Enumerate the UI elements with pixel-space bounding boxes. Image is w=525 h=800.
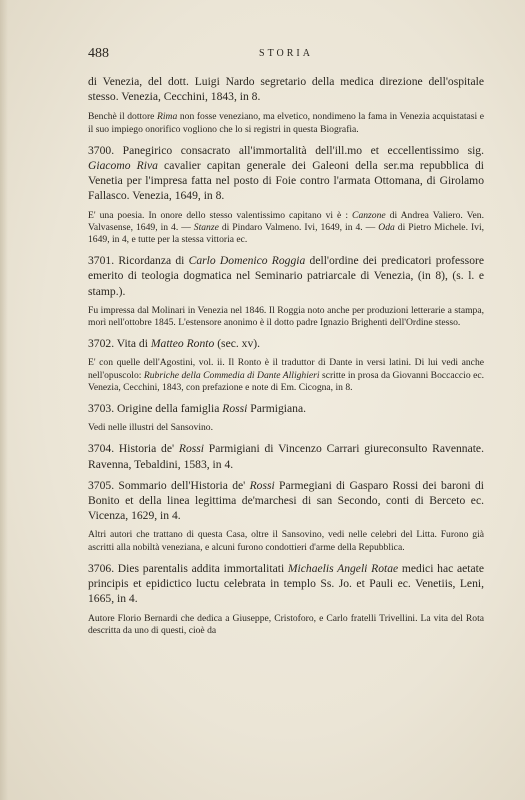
text-segment: (sec. xv).: [214, 337, 261, 351]
note-3702: [88, 357, 484, 394]
italic-title: Canzone: [352, 209, 386, 221]
note-3703: Vedi nelle illustri del Sansovino.: [88, 422, 213, 434]
text-segment: di Pindaro Valmeno. Ivi, 1649, in 4. —: [218, 221, 379, 233]
text-segment: scritte in prosa da Giovanni Boccaccio ec. Venezia, Cecchini, 1843, con prefazione e note di Em. Cicogna, in 8.: [88, 369, 484, 393]
text-segment: Parmegiani di Gasparo Rossi dei baroni di Bonito et della linea legittima de'marchesi di san Secondo, conti di Berceto ec. Vicenza, 1629, in 4.: [88, 478, 484, 523]
text-segment: 3702. Vita di: [88, 337, 151, 351]
running-title: STORIA: [259, 48, 313, 59]
text-segment: medici hac aetate principis et epidictico luctu celebrata in templo Ss. Jo. et Pauli ec. Venetiis, Leni, 1665, in 4.: [88, 561, 484, 606]
italic-name: Michaelis Angeli Rotae: [287, 561, 399, 575]
text-segment: di Pietro Michele. Ivi, 1649, in 4, e tutte per la stessa vittoria ec.: [88, 221, 485, 246]
text-segment: 3706. Dies parentalis addita immortalitati: [88, 561, 288, 575]
text-body: [88, 74, 484, 644]
note-3705: Altri autori che trattano di questa Casa, oltre il Sansovino, vedi nelle celebri del Litta. Furono già ascritti alla nobiltà veneziana, e alcuni furono condottieri d'arme della Repubblica.: [88, 529, 484, 553]
text-segment: 3701. Ricordanza di: [88, 254, 189, 268]
italic-name: Rossi: [178, 442, 204, 456]
text-segment: dell'ordine dei predicatori professore emerito di teologia dogmatica nel Seminario patriarcale di Venezia, (in 8), (s. l. e stamp.).: [88, 254, 485, 298]
text-segment: Parmigiani di Vincenzo Carrari giureconsulto Ravennate. Ravenna, Tebaldini, 1583, in 4.: [88, 442, 484, 471]
entry-3700: [88, 143, 484, 204]
entry-3701: [88, 253, 484, 299]
text-segment: E' una poesia. In onore dello stesso valentissimo capitano vi è :: [88, 209, 353, 221]
text-segment: 3704. Historia de': [88, 442, 179, 456]
italic-title: Oda: [378, 221, 395, 233]
entry-3706: [88, 561, 484, 607]
text-segment: di Andrea Valiero. Ven. Valvasense, 1649, in 4. —: [88, 209, 484, 233]
text-segment: non fosse veneziano, ma elvetico, nondimeno la fama in Venezia acquistatasi e il suo impiego onorifico vogliono che lo si registri in questa Biografia.: [88, 111, 485, 135]
entry-continuation: di Venezia, del dott. Luigi Nardo segretario della medica direzione dell'ospitale stesso. Venezia, Cecchini, 1843, in 8.: [88, 75, 484, 104]
note-3700: [88, 210, 484, 247]
page-edge-shadow: [0, 0, 8, 800]
note-3706: Autore Florio Bernardi che dedica a Giuseppe, Cristoforo, e Carlo fratelli Trivellini. La vita del Rota descritta da uno di questi, cioè da: [88, 612, 484, 636]
entry-3702: [88, 336, 484, 351]
text-segment: cavalier capitan generale dei Galeoni della ser.ma repubblica di Venetia per l'impresa fatta nel posto di Foie contro l'armata Ottomana, di Girolamo Fallasco. Venezia, 1649, in 8.: [88, 159, 484, 203]
note-3701: Fu impressa dal Molinari in Venezia nel 1846. Il Roggia noto anche per produzioni letterarie a stampa, morì nell'ottobre 1845. L'estensore anonimo è il dotto padre Ignazio Brighenti dell'Ordine stesso.: [88, 304, 484, 329]
entry-3705: [88, 478, 484, 524]
text-segment: 3705. Sommario dell'Historia de': [88, 478, 250, 492]
page-number: 488: [88, 46, 109, 61]
text-segment: 3703. Origine della famiglia: [88, 402, 223, 416]
running-head: [88, 46, 484, 64]
italic-name: Rossi: [222, 402, 248, 416]
note-rima: [88, 111, 484, 135]
italic-title: Stanze: [193, 221, 219, 233]
italic-name: Carlo Domenico Roggia: [188, 254, 306, 268]
italic-name: Matteo Ronto: [150, 337, 215, 351]
entry-3704: [88, 441, 484, 471]
italic-name: Rima: [157, 111, 178, 123]
text-segment: 3700. Panegirico consacrato all'immortalità dell'ill.mo et eccellentissimo sig.: [88, 143, 484, 157]
text-segment: Benchè il dottore: [88, 111, 158, 123]
text-segment: E' con quelle dell'Agostini, vol. ii. Il Ronto è il traduttor di Dante in versi latini. Di lui vedi anche nell'opuscolo:: [88, 357, 484, 381]
italic-name: Rossi: [249, 478, 275, 492]
entry-3703: [88, 401, 484, 416]
text-segment: Parmigiana.: [247, 402, 306, 416]
italic-name: Giacomo Riva: [88, 159, 158, 173]
italic-title: Rubriche della Commedia di Dante Allighieri: [143, 369, 320, 381]
